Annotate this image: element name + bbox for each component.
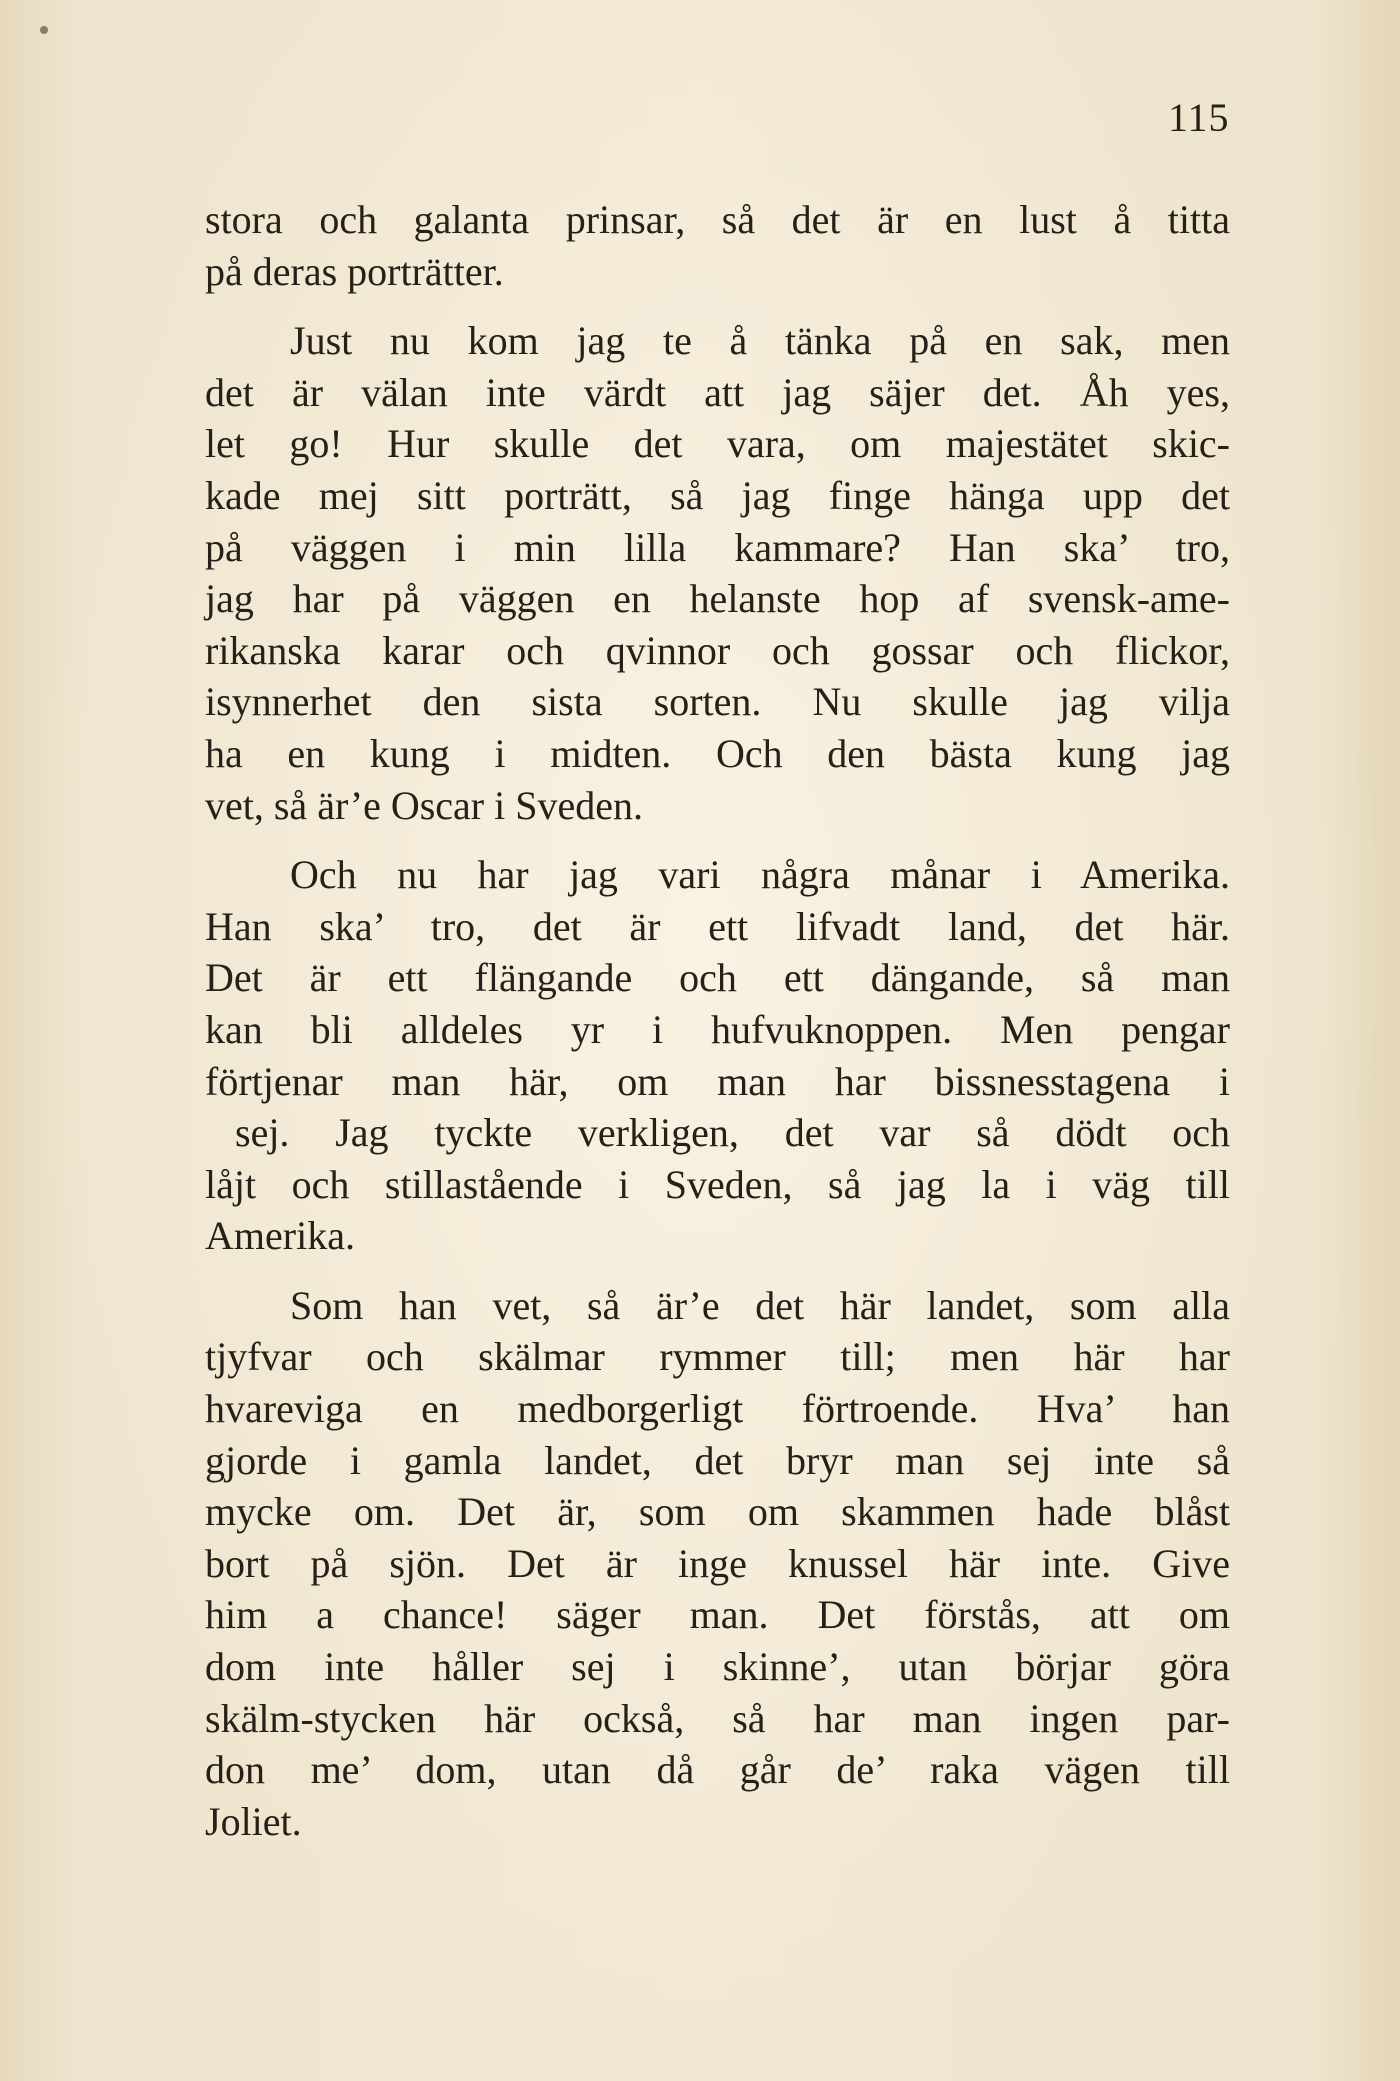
ink-speck xyxy=(40,26,48,34)
text-line: Just nu kom jag te å tänka på en sak, men xyxy=(290,318,1230,364)
text-line: kan bli alldeles yr i hufvuknoppen. Men pengar xyxy=(205,1006,1230,1052)
text-line: him a chance! säger man. Det förstås, att om xyxy=(205,1592,1230,1638)
text-line: tjyfvar och skälmar rymmer till; men här har xyxy=(205,1334,1230,1380)
text-line: let go! Hur skulle det vara, om majestätet skic- xyxy=(205,421,1230,467)
paragraph-gap xyxy=(205,1262,1230,1280)
text-line: bort på sjön. Det är inge knussel här inte. Give xyxy=(205,1540,1230,1586)
text-line: låjt och stillastående i Sveden, så jag la i väg till xyxy=(205,1161,1230,1207)
paragraph-gap xyxy=(205,831,1230,849)
text-line: ha en kung i midten. Och den bästa kung jag xyxy=(205,730,1230,776)
text-line: don me’ dom, utan då går de’ raka vägen till xyxy=(205,1747,1230,1793)
text-line: förtjenar man här, om man har bissnesstagena i xyxy=(205,1058,1230,1104)
text-line: hvareviga en medborgerligt förtroende. Hva’ han xyxy=(205,1386,1230,1432)
text-line: Och nu har jag vari några månar i Amerika. xyxy=(290,852,1230,898)
text-line: jag har på väggen en helanste hop af svensk-ame- xyxy=(205,576,1230,622)
text-line: Amerika. xyxy=(205,1213,355,1259)
text-line: på väggen i min lilla kammare? Han ska’ tro, xyxy=(205,524,1230,570)
text-line: isynnerhet den sista sorten. Nu skulle jag vilja xyxy=(205,679,1230,725)
text-line: stora och galanta prinsar, så det är en lust å titta xyxy=(205,197,1230,242)
text-line: Som han vet, så är’e det här landet, som alla xyxy=(290,1282,1230,1328)
text-line: skälm-stycken här också, så har man ingen par- xyxy=(205,1695,1230,1741)
body-text xyxy=(205,194,1230,1847)
text-line: rikanska karar och qvinnor och gossar och flickor, xyxy=(205,627,1230,673)
text-line: Det är ett flängande och ett dängande, så man xyxy=(205,955,1230,1001)
text-line: gjorde i gamla landet, det bryr man sej inte så xyxy=(205,1437,1230,1483)
paragraph-gap xyxy=(205,297,1230,315)
text-line: Han ska’ tro, det är ett lifvadt land, det här. xyxy=(205,903,1230,949)
page-number: 115 xyxy=(1168,95,1230,140)
text-line: kade mej sitt porträtt, så jag finge hänga upp det xyxy=(205,472,1230,518)
text-line: sej. Jag tyckte verkligen, det var så dödt och xyxy=(235,1110,1230,1156)
text-line: på deras porträtter. xyxy=(205,248,504,294)
text-line: mycke om. Det är, som om skammen hade blåst xyxy=(205,1489,1230,1535)
text-line: dom inte håller sej i skinne’, utan börjar göra xyxy=(205,1644,1230,1690)
text-line: det är välan inte värdt att jag säjer det. Åh yes, xyxy=(205,369,1230,415)
text-line: Joliet. xyxy=(205,1798,302,1844)
text-line: vet, så är’e Oscar i Sveden. xyxy=(205,782,643,828)
